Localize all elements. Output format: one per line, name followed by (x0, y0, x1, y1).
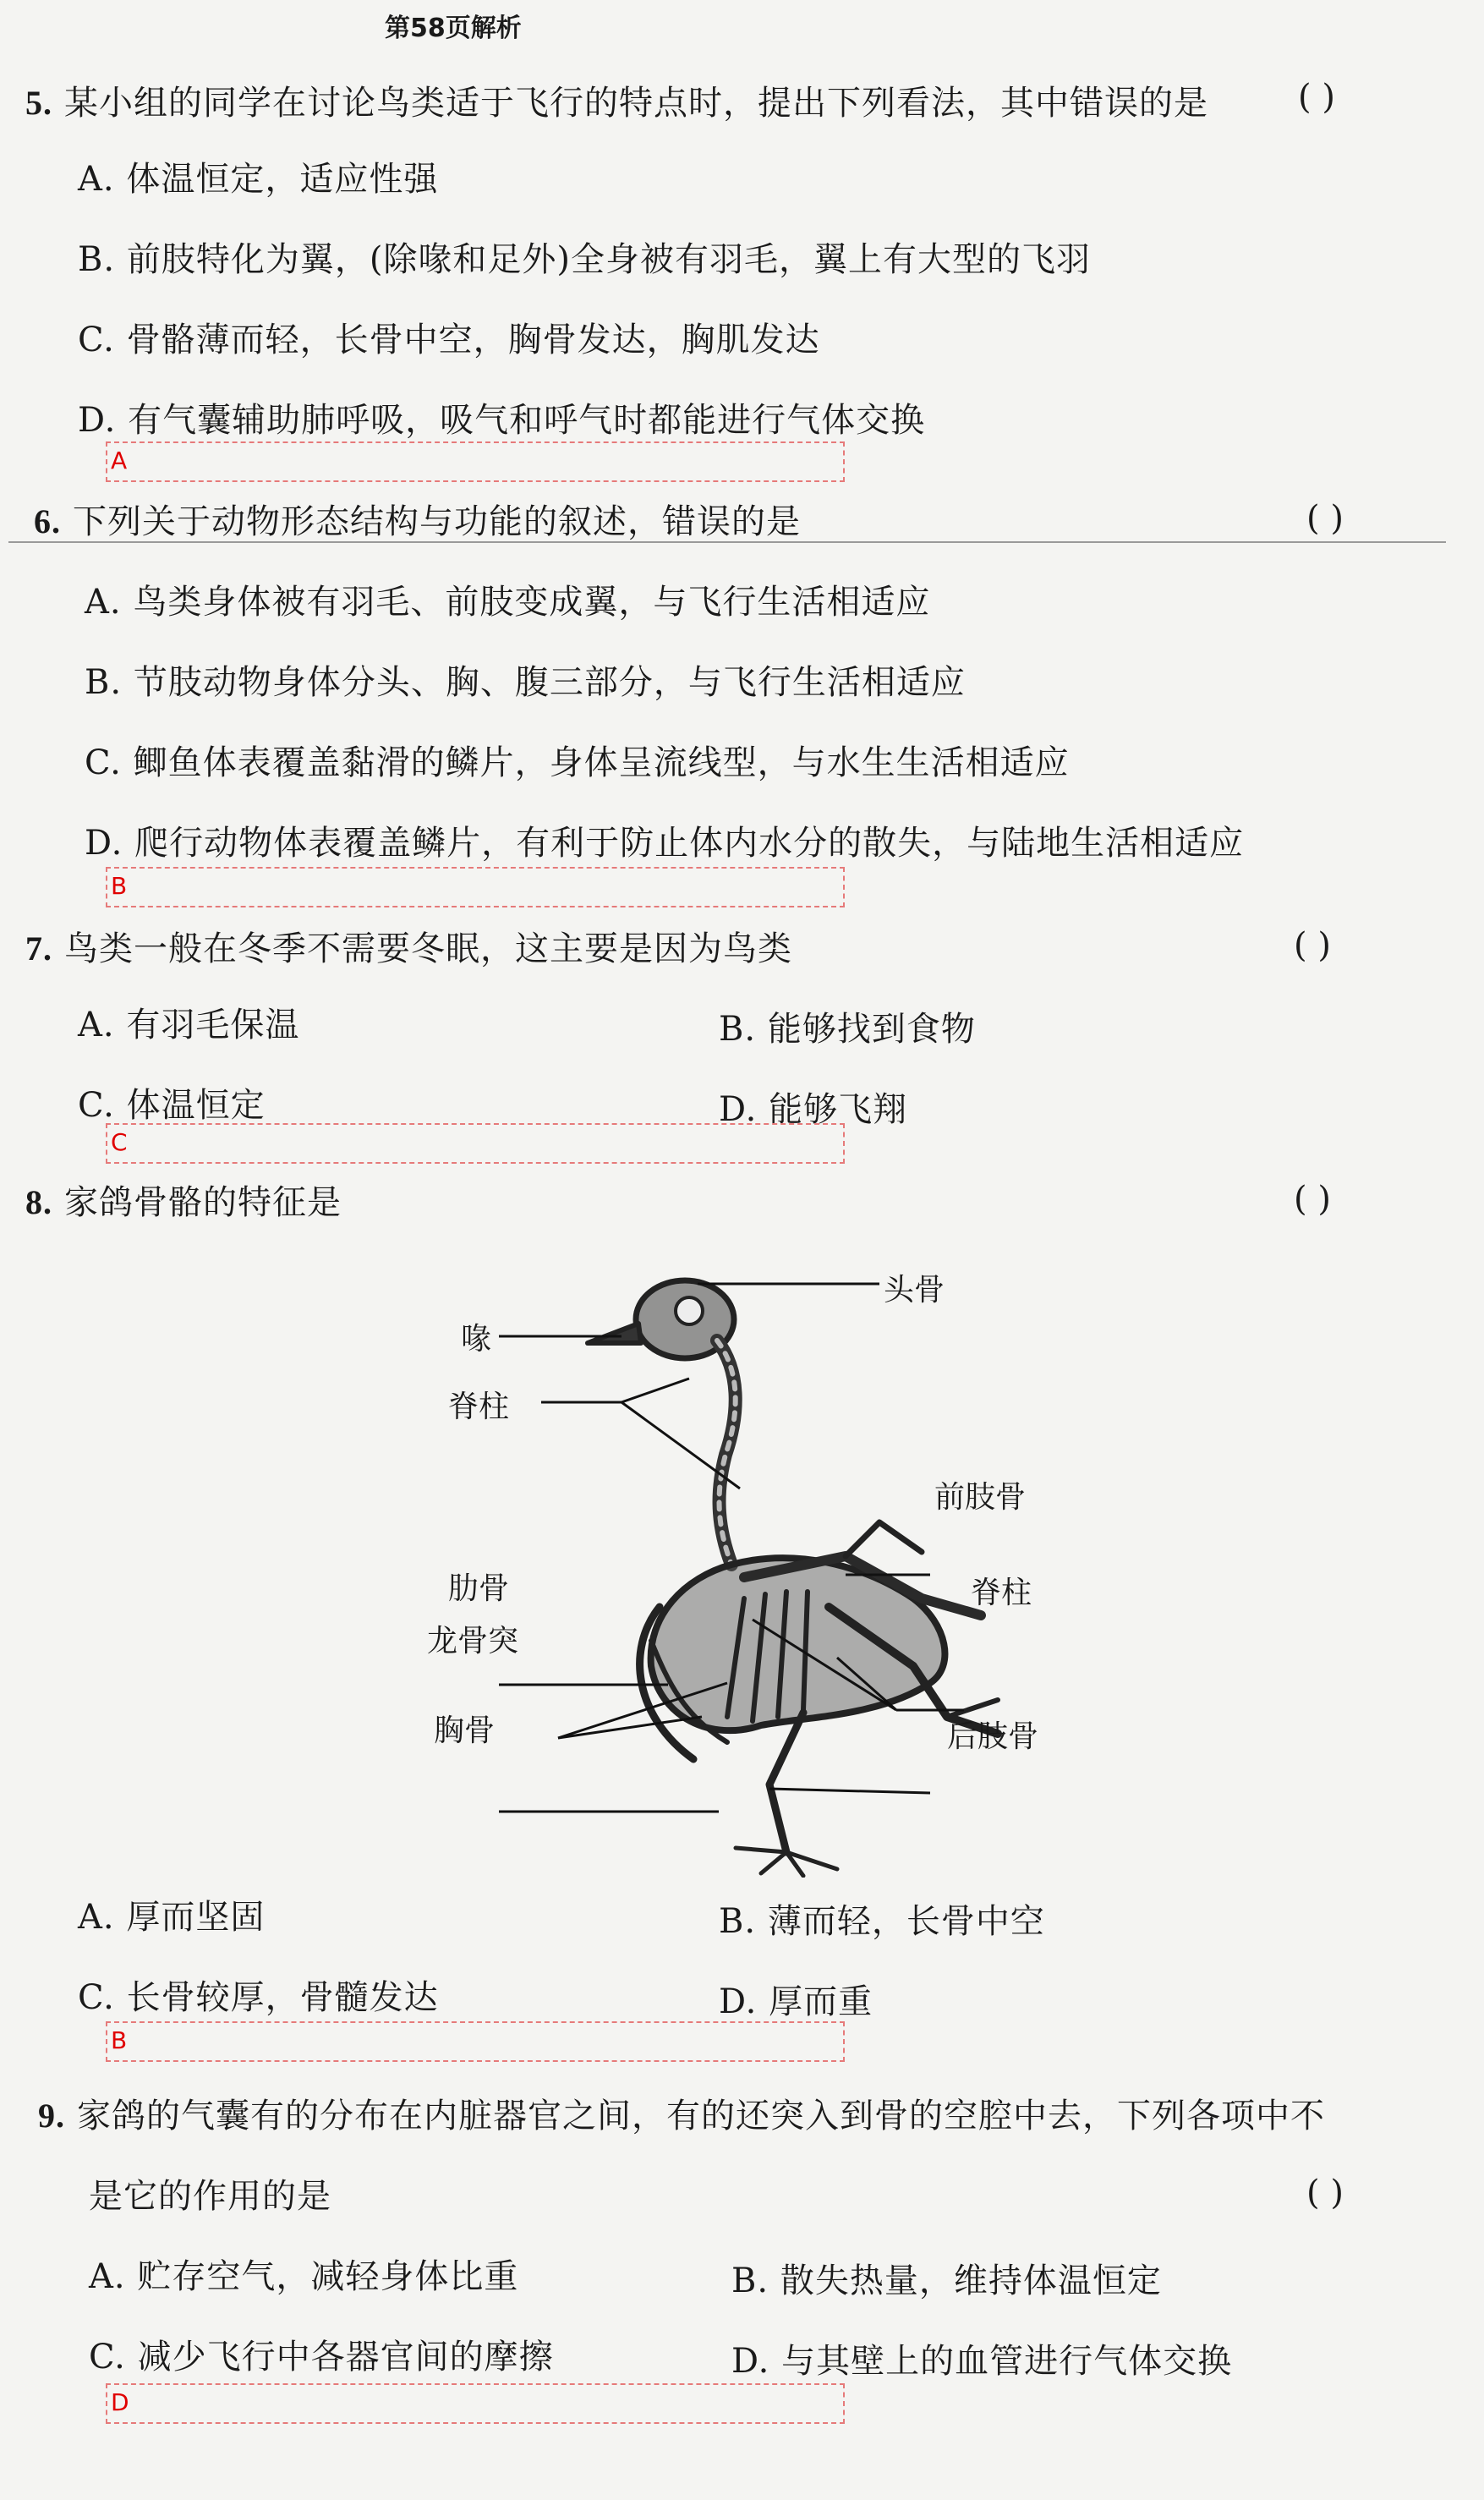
question-5-stem (25, 76, 1208, 124)
question-9-answer: D (111, 2388, 129, 2416)
question-6-option-c: C. 鲫鱼体表覆盖黏滑的鳞片，身体呈流线型，与水生生活相适应 (85, 743, 1070, 782)
question-7-answer: C (111, 1128, 128, 1156)
question-9-option-d: D. 与其壁上的血管进行气体交换 (731, 2342, 1233, 2381)
question-9-answer-box (106, 2383, 845, 2424)
question-8-option-a: A. 厚而坚固 (78, 1898, 266, 1937)
question-6-number: 6. (34, 502, 61, 540)
question-7-option-c: C. 体温恒定 (78, 1086, 266, 1125)
question-9-stem (38, 2089, 1325, 2137)
question-7-option-d: D. 能够飞翔 (719, 1090, 908, 1129)
question-8-paren: ( ) (1294, 1180, 1331, 1219)
question-7-answer-box (106, 1123, 845, 1164)
question-5-option-a: A. 体温恒定，适应性强 (78, 160, 439, 199)
label-rib: 肋骨 (448, 1571, 510, 1606)
question-6-option-a: A. 鸟类身体被有羽毛、前肢变成翼，与飞行生活相适应 (85, 583, 931, 622)
question-5-paren: ( ) (1298, 78, 1335, 117)
question-8-answer-box (106, 2021, 845, 2062)
question-8-option-b: B. 薄而轻，长骨中空 (719, 1902, 1045, 1941)
label-keel: 龙骨突 (427, 1624, 519, 1658)
question-5-number: 5. (25, 84, 52, 122)
question-6-option-d: D. 爬行动物体表覆盖鳞片，有利于防止体内水分的散失，与陆地生活相适应 (85, 824, 1245, 863)
question-7-number: 7. (25, 929, 52, 968)
label-beak: 喙 (461, 1322, 492, 1357)
question-8-text: 家鸽骨骼的特征是 (64, 1183, 342, 1222)
question-9-option-a: A. 贮存空气，减轻身体比重 (89, 2257, 519, 2296)
question-8-option-d: D. 厚而重 (719, 1982, 873, 2021)
question-9-number: 9. (38, 2097, 65, 2135)
pigeon-skeleton-diagram (406, 1243, 1049, 1878)
question-7-stem (25, 922, 792, 970)
question-9-paren: ( ) (1306, 2174, 1344, 2212)
question-6-stem (34, 495, 801, 543)
question-5-answer-box (106, 441, 845, 482)
question-6-option-b: B. 节肢动物身体分头、胸、腹三部分，与飞行生活相适应 (85, 663, 966, 702)
question-7-option-a: A. 有羽毛保温 (78, 1006, 300, 1044)
question-8-answer: B (111, 2026, 128, 2054)
question-6-paren: ( ) (1306, 499, 1344, 538)
question-5-option-b: B. 前肢特化为翼，(除喙和足外)全身被有羽毛，翼上有大型的飞羽 (78, 240, 1092, 279)
label-forelimb: 前肢骨 (934, 1480, 1027, 1515)
label-spine-upper: 脊柱 (448, 1390, 510, 1424)
question-6-answer: B (111, 872, 128, 900)
question-5-answer: A (111, 447, 128, 474)
label-sternum: 胸骨 (434, 1713, 496, 1748)
question-9-option-b: B. 散失热量，维持体温恒定 (731, 2262, 1162, 2300)
question-6-answer-box (106, 867, 845, 907)
question-5-option-c: C. 骨骼薄而轻，长骨中空，胸骨发达，胸肌发达 (78, 321, 820, 359)
question-8-number: 8. (25, 1183, 52, 1221)
label-hindlimb: 后肢骨 (947, 1719, 1039, 1754)
question-7-option-b: B. 能够找到食物 (719, 1010, 976, 1049)
question-8-option-c: C. 长骨较厚，骨髓发达 (78, 1978, 439, 2017)
question-9-text: 家鸽的气囊有的分布在内脏器官之间，有的还突入到骨的空腔中去，下列各项中不 (77, 2097, 1325, 2135)
question-5-option-d: D. 有气囊辅助肺呼吸，吸气和呼气时都能进行气体交换 (78, 401, 926, 440)
label-spine-lower: 脊柱 (971, 1576, 1032, 1610)
question-7-text: 鸟类一般在冬季不需要冬眠，这主要是因为鸟类 (64, 929, 792, 968)
question-6-text: 下列关于动物形态结构与功能的叙述，错误的是 (73, 502, 801, 541)
question-7-paren: ( ) (1294, 926, 1331, 965)
page-header: 第58页解析 (385, 14, 522, 43)
question-5-text: 某小组的同学在讨论鸟类适于飞行的特点时，提出下列看法，其中错误的是 (64, 84, 1208, 123)
question-9-stem-line2: 是它的作用的是 (89, 2177, 331, 2216)
label-skull: 头骨 (884, 1273, 945, 1308)
question-8-stem (25, 1176, 342, 1224)
question-9-option-c: C. 减少飞行中各器官间的摩擦 (89, 2338, 554, 2377)
